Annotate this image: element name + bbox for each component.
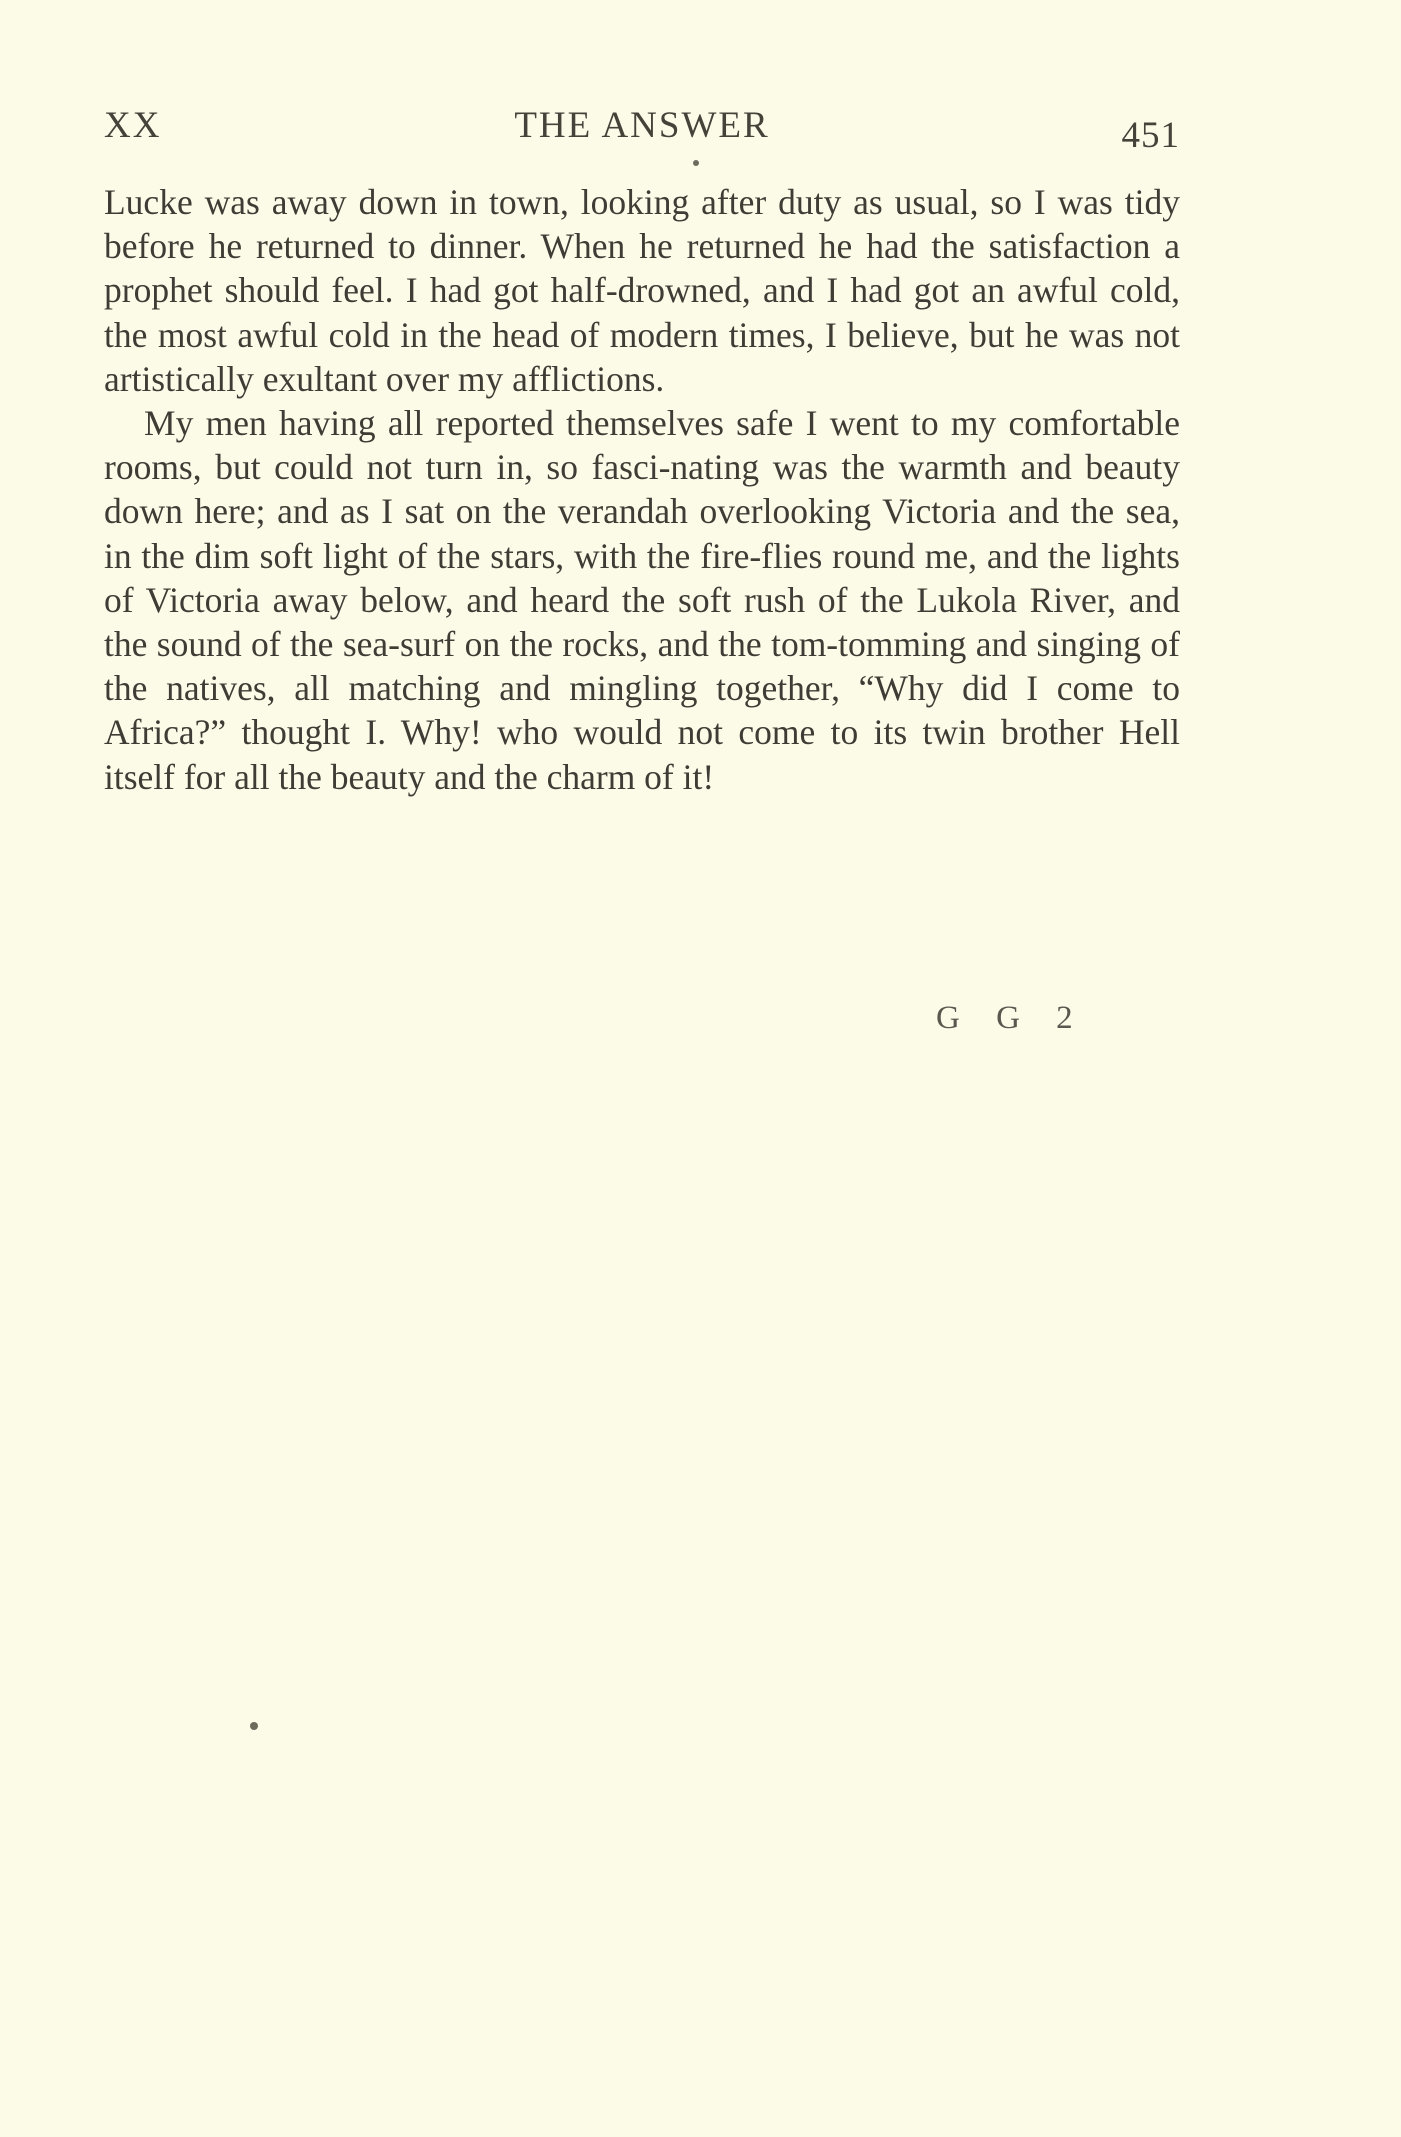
chapter-number: XX: [104, 105, 162, 146]
signature-mark: G G 2: [936, 1000, 1087, 1036]
ink-speck: [693, 160, 699, 166]
chapter-title: THE ANSWER: [514, 105, 770, 146]
running-head: [104, 104, 1180, 156]
ink-speck: [250, 1722, 258, 1730]
body-text: [104, 180, 1180, 799]
paragraph: Lucke was away down in town, looking after duty as usual, so I was tidy before he returned to dinner. When he returned he had the satisfaction a prophet should feel. I had got half-drowned, and I had got an awful cold, the most awful cold in the head of modern times, I believe, but he was not artistically exultant over my afflictions.: [104, 182, 1180, 399]
paragraph: My men having all reported themselves safe I went to my comfortable rooms, but could not turn in, so fasci-nating was the warmth and beauty down here; and as I sat on the verandah overlooking Victoria and the sea, in the dim soft light of the stars, with the fire-flies round me, and the lights of Victoria away below, and heard the soft rush of the Lukola River, and the sound of the sea-surf on the rocks, and the tom-tomming and singing of the natives, all matching and mingling together, “Why did I come to Africa?” thought I. Why! who would not come to its twin brother Hell itself for all the beauty and the charm of it!: [104, 403, 1180, 797]
page-number: 451: [1121, 115, 1180, 156]
